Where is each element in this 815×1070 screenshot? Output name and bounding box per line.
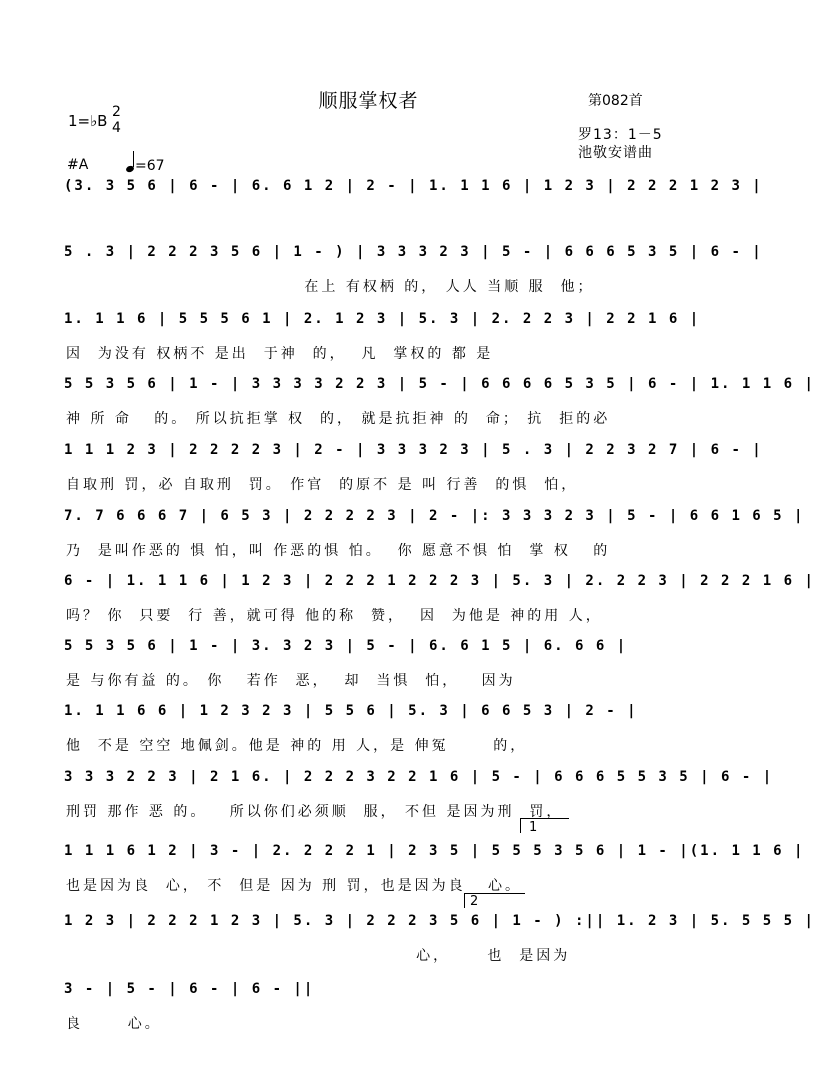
key-signature: 1=♭B — [68, 112, 108, 130]
first-ending-label: 1 — [529, 820, 538, 835]
lyrics-line: 因 为没有 权柄不 是出 于神 的， 凡 掌权的 都 是 — [66, 346, 494, 362]
lyrics-line: 他 不是 空空 地佩剑。他是 神的 用 人，是 伸冤 的， — [66, 738, 528, 754]
lyrics-line: 神 所 命 的。 所以抗拒掌 权 的， 就是抗拒神 的 命； 抗 拒的必 — [66, 411, 611, 427]
lyrics-line: 吗？ 你 只要 行 善，就可得 他的称 赞， 因 为他是 神的用 人， — [66, 608, 603, 624]
music-line: 3 3 3 2 2 3 | 2 1 6. | 2 2 2 3 2 2 1 6 | 5 - | 6 6 6 5 5 3 5 | 6 - | — [64, 769, 774, 785]
lyrics-line: 乃 是叫作恶的 惧 怕，叫 作恶的惧 怕。 你 愿意不惧 怕 掌 权 的 — [66, 543, 611, 559]
song-number: 第082首 — [588, 93, 643, 109]
time-signature-bottom: 4 — [112, 120, 121, 136]
music-line: 1 1 1 2 3 | 2 2 2 2 3 | 2 - | 3 3 3 2 3 | 5 . 3 | 2 2 3 2 7 | 6 - | — [64, 442, 763, 458]
music-line: 1. 1 1 6 6 | 1 2 3 2 3 | 5 5 6 | 5. 3 | 6 6 5 3 | 2 - | — [64, 703, 638, 719]
first-ending-bracket — [520, 818, 569, 833]
music-line: 1. 1 1 6 | 5 5 5 6 1 | 2. 1 2 3 | 5. 3 | 2. 2 2 3 | 2 2 1 6 | — [64, 311, 701, 327]
music-line: 3 - | 5 - | 6 - | 6 - || — [64, 981, 315, 997]
lyrics-line: 心， 也 是因为 — [66, 948, 571, 964]
tempo-value: =67 — [135, 158, 165, 174]
lyrics-line: 在上 有权柄 的， 人人 当顺 服 他； — [66, 279, 595, 295]
time-signature-top: 2 — [112, 104, 121, 120]
lyrics-line: 也是因为良 心， 不 但是 因为 刑 罚，也是因为良 心。 — [66, 878, 522, 894]
lyrics-line: 刑罚 那作 恶 的。 所以你们必须顺 服， 不但 是因为刑 罚， — [66, 804, 564, 820]
lyrics-line: 自取刑 罚，必 自取刑 罚。 作官 的原不 是 叫 行善 的惧 怕， — [66, 477, 579, 493]
time-signature — [112, 104, 121, 136]
music-line: 5 5 3 5 6 | 1 - | 3. 3 2 3 | 5 - | 6. 6 1 5 | 6. 6 6 | — [64, 638, 628, 654]
music-line: (3. 3 5 6 | 6 - | 6. 6 1 2 | 2 - | 1. 1 1 6 | 1 2 3 | 2 2 2 1 2 3 | — [64, 178, 763, 194]
song-title: 顺服掌权者 — [318, 90, 419, 112]
music-line: 5 5 3 5 6 | 1 - | 3 3 3 3 2 2 3 | 5 - | 6 6 6 6 5 3 5 | 6 - | 1. 1 1 6 | — [64, 376, 815, 392]
music-line: 1 1 1 6 1 2 | 3 - | 2. 2 2 2 1 | 2 3 5 | 5 5 5 3 5 6 | 1 - |(1. 1 1 6 | — [64, 843, 805, 859]
lyrics-line: 是 与你有益 的。 你 若作 恶， 却 当惧 怕， 因为 — [66, 673, 516, 689]
tempo-marking — [126, 154, 165, 174]
composer-credit: 池敬安谱曲 — [578, 145, 653, 161]
lyrics-line: 良 心。 — [66, 1016, 162, 1032]
music-line: 5 . 3 | 2 2 2 3 5 6 | 1 - ) | 3 3 3 2 3 | 5 - | 6 6 6 5 3 5 | 6 - | — [64, 244, 763, 260]
music-line: 1 2 3 | 2 2 2 1 2 3 | 5. 3 | 2 2 2 3 5 6 | 1 - ) :|| 1. 2 3 | 5. 5 5 5 | — [64, 913, 815, 929]
music-line: 7. 7 6 6 6 7 | 6 5 3 | 2 2 2 2 3 | 2 - |: 3 3 3 2 3 | 5 - | 6 6 1 6 5 | — [64, 508, 805, 524]
scripture-reference: 罗13：1－5 — [578, 127, 663, 143]
music-line: 6 - | 1. 1 1 6 | 1 2 3 | 2 2 2 1 2 2 2 3 | 5. 3 | 2. 2 2 3 | 2 2 2 1 6 | — [64, 573, 815, 589]
second-ending-label: 2 — [470, 894, 479, 909]
key-change-marking: #A — [67, 157, 89, 173]
